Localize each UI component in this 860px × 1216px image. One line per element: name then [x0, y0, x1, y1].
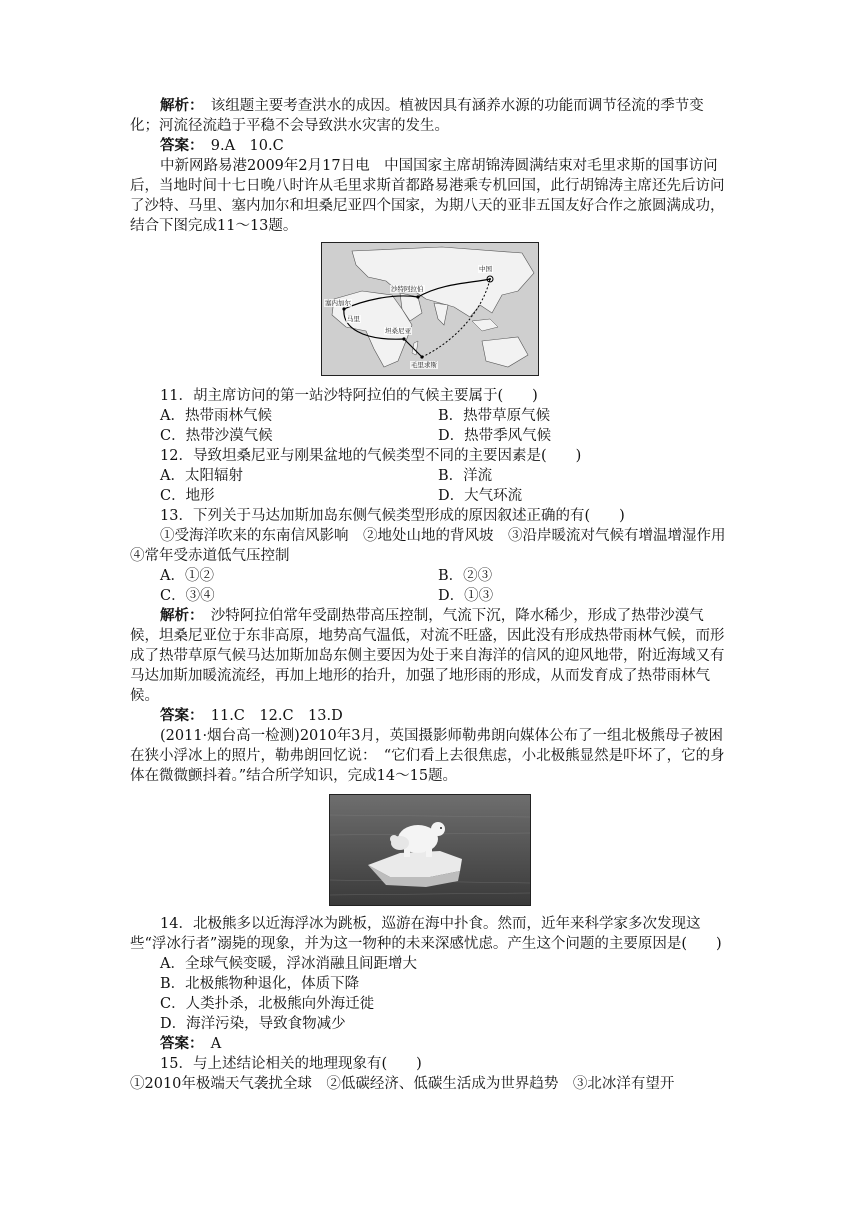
- q13-stem: 13．下列关于马达加斯加岛东侧气候类型形成的原因叙述正确的有( ): [160, 508, 625, 524]
- answer-label: 答案：: [160, 1036, 197, 1052]
- q13-option-a: A．①②: [160, 568, 214, 584]
- answer-text: 11.C 12.C 13.D: [210, 708, 343, 724]
- analysis-label: 解析：: [160, 608, 197, 624]
- q12-option-a: A．太阳辐射: [160, 468, 243, 484]
- polar-bear-photo: [329, 794, 531, 906]
- answer-text: A: [210, 1036, 222, 1052]
- q11-options-row-2: [130, 426, 730, 446]
- map-label-mali: 马里: [347, 315, 360, 323]
- answer-label: 答案：: [160, 708, 197, 724]
- q13-option-d: D．①③: [438, 588, 494, 604]
- document-page: [130, 96, 740, 1094]
- analysis-text: 该组题主要考查洪水的成因。植被因具有涵养水源的功能而调节径流的季节变化；河流径流趋于平稳不会导致洪水灾害的发生。: [130, 98, 704, 134]
- answer-line-1: [130, 136, 730, 156]
- answer-label: 答案：: [160, 138, 197, 154]
- q14-option-d: D．海洋污染，导致食物减少: [160, 1016, 346, 1032]
- q12-options-row-1: [130, 466, 730, 486]
- q13-option-c: C．③④: [160, 588, 215, 604]
- map-label-china: 中国: [479, 265, 492, 273]
- answer-text: 9.A 10.C: [210, 138, 284, 154]
- q13-options-row-1: [130, 566, 730, 586]
- intro-paragraph-2: (2011·烟台高一检测)2010年3月，英国摄影师勒弗朗向媒体公布了一组北极熊母子被困在狭小浮冰上的照片，勒弗朗回忆说： “它们看上去很焦虑，小北极熊显然是吓坏了，它的身体在微微颤抖着。”结合所学知识，完成14～15题。: [130, 728, 725, 784]
- q12-stem: 12．导致坦桑尼亚与刚果盆地的气候类型不同的主要因素是( ): [160, 448, 582, 464]
- analysis-label: 解析：: [160, 98, 197, 114]
- world-map-graphic: [322, 243, 538, 375]
- q12-option-d: D．大气环流: [438, 488, 523, 504]
- q14-stem: 14．北极熊多以近海浮冰为跳板，巡游在海中扑食。然而，近年来科学家多次发现这些“浮冰行者”溺毙的现象，并为这一物种的未来深感忧虑。产生这个问题的主要原因是( ): [130, 916, 722, 952]
- q13-option-b: B．②③: [438, 568, 493, 584]
- analysis-paragraph-1: [130, 96, 730, 136]
- q11-option-c: C．热带沙漠气候: [160, 428, 273, 444]
- q12-option-c: C．地形: [160, 488, 215, 504]
- q12-option-b: B．洋流: [438, 468, 493, 484]
- analysis-paragraph-2: [130, 606, 730, 706]
- q11-option-b: B．热带草原气候: [438, 408, 551, 424]
- map-label-saudi: 沙特阿拉伯: [391, 285, 424, 293]
- q12-options-row-2: [130, 486, 730, 506]
- q13-options-text: ①受海洋吹来的东南信风影响 ②地处山地的背风坡 ③沿岸暖流对气候有增温增湿作用 ④常年受赤道低气压控制: [130, 528, 740, 564]
- route-map-figure: [321, 242, 539, 376]
- analysis-text: 沙特阿拉伯常年受副热带高压控制，气流下沉，降水稀少，形成了热带沙漠气候，坦桑尼亚位于东非高原，地势高气温低，对流不旺盛，因此没有形成热带雨林气候，而形成了热带草原气候马达加斯加岛东侧主要因为处于来自海洋的信风的迎风地带，附近海域又有马达加斯加暖流流经，再加上地形的抬升，加强了地形雨的形成，从而发育成了热带雨林气候。: [130, 608, 725, 704]
- q14-option-c: C．人类扑杀，北极熊向外海迁徙: [160, 996, 375, 1012]
- q15-options-text: ①2010年极端天气袭扰全球 ②低碳经济、低碳生活成为世界趋势 ③北冰洋有望开: [130, 1076, 675, 1092]
- q15-stem: 15．与上述结论相关的地理现象有( ): [160, 1056, 422, 1072]
- q11-option-a: A．热带雨林气候: [160, 408, 272, 424]
- intro-paragraph-1: 中新网路易港2009年2月17日电 中国国家主席胡锦涛圆满结束对毛里求斯的国事访问后，当地时间十七日晚八时许从毛里求斯首都路易港乘专机回国，此行胡锦涛主席还先后访问了沙特、马里、塞内加尔和坦桑尼亚四个国家，为期八天的亚非五国友好合作之旅圆满成功，结合下图完成11～13题。: [130, 158, 725, 234]
- q11-options-row-1: [130, 406, 730, 426]
- map-label-tanzania: 坦桑尼亚: [385, 327, 411, 335]
- q13-options-row-2: [130, 586, 730, 606]
- answer-line-2: [130, 706, 730, 726]
- map-label-senegal: 塞内加尔: [325, 299, 351, 307]
- q14-option-b: B．北极熊物种退化，体质下降: [160, 976, 360, 992]
- q11-stem: 11．胡主席访问的第一站沙特阿拉伯的气候主要属于( ): [160, 388, 538, 404]
- q14-option-a: A．全球气候变暖，浮冰消融且间距增大: [160, 956, 417, 972]
- q11-option-d: D．热带季风气候: [438, 428, 552, 444]
- polar-bear-image: [330, 795, 530, 905]
- answer-line-3: [130, 1034, 730, 1054]
- map-label-mauritius: 毛里求斯: [411, 361, 437, 369]
